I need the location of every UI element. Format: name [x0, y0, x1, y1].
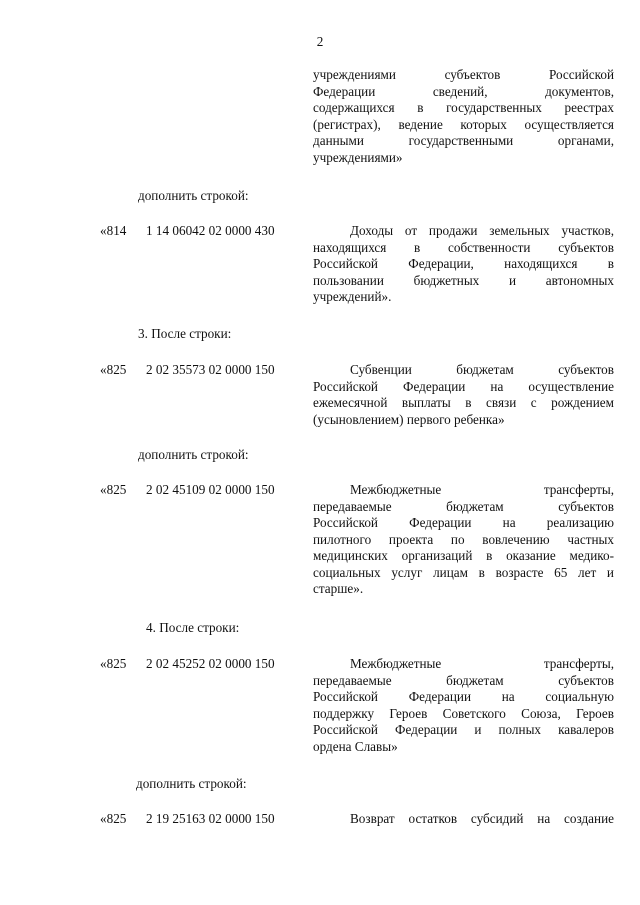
text-line: Межбюджетные трансферты,	[350, 482, 614, 497]
budget-classification-code: 2 02 35573 02 0000 150	[146, 362, 275, 377]
text-line: ордена Славы»	[313, 738, 398, 754]
budget-classification-code: 1 14 06042 02 0000 430	[146, 223, 275, 238]
text-line: Российской Федерации и полных кавалеров	[313, 722, 614, 737]
text-line: ежемесячной выплаты в связи с рождением	[313, 395, 614, 410]
text-line: Субвенции бюджетам субъектов	[350, 362, 614, 377]
section-heading: дополнить строкой:	[138, 447, 249, 462]
admin-code: «825	[100, 811, 127, 826]
text-line: содержащихся в государственных реестрах	[313, 100, 614, 115]
section-heading: дополнить строкой:	[138, 188, 249, 203]
text-line: Межбюджетные трансферты,	[350, 656, 614, 671]
text-line: Российской Федерации, находящихся в	[313, 256, 614, 271]
text-line: Доходы от продажи земельных участков,	[350, 223, 614, 238]
admin-code: «825	[100, 482, 127, 497]
text-line: передаваемые бюджетам субъектов	[313, 672, 614, 688]
text-line: находящихся в собственности субъектов	[313, 239, 614, 255]
text-line: пользовании бюджетных и автономных	[313, 272, 614, 288]
section-heading: 4. После строки:	[146, 620, 240, 635]
admin-code: «825	[100, 656, 127, 671]
text-line: Российской Федерации на реализацию	[313, 515, 614, 530]
definition-text	[313, 656, 614, 755]
admin-code: «825	[100, 362, 127, 377]
budget-classification-code: 2 02 45252 02 0000 150	[146, 656, 275, 671]
text-line: учреждениями»	[313, 149, 403, 165]
definition-text	[313, 482, 614, 598]
text-line: передаваемые бюджетам субъектов	[313, 498, 614, 514]
definition-text	[313, 362, 614, 428]
section-heading: 3. После строки:	[138, 326, 232, 341]
text-line: учреждений».	[313, 289, 392, 304]
budget-classification-code: 2 02 45109 02 0000 150	[146, 482, 275, 497]
admin-code: «814	[100, 223, 127, 238]
text-line: старше».	[313, 581, 364, 596]
text-line: Возврат остатков субсидий на создание	[350, 811, 614, 826]
text-line: поддержку Героев Советского Союза, Героев	[313, 705, 614, 721]
section-heading: дополнить строкой:	[136, 776, 247, 791]
budget-classification-code: 2 19 25163 02 0000 150	[146, 811, 275, 826]
text-line: Российской Федерации на осуществление	[313, 378, 614, 394]
definition-text	[313, 811, 614, 828]
text-line: Федерации сведений, документов,	[313, 83, 614, 99]
text-line: социальных услуг лицам в возрасте 65 лет и	[313, 564, 614, 580]
text-line: пилотного проекта по вовлечению частных	[313, 531, 614, 547]
definition-text	[313, 223, 614, 306]
page-number: 2	[316, 34, 324, 49]
text-line: Российской Федерации на социальную	[313, 689, 614, 704]
text-line: (регистрах), ведение которых осуществляется	[313, 116, 614, 132]
text-line: данными государственными органами,	[313, 133, 614, 148]
definition-text	[313, 67, 614, 166]
text-line: учреждениями субъектов Российской	[313, 67, 614, 82]
text-line: (усыновлением) первого ребенка»	[313, 411, 505, 427]
text-line: медицинских организаций в оказание медико-	[313, 548, 614, 563]
